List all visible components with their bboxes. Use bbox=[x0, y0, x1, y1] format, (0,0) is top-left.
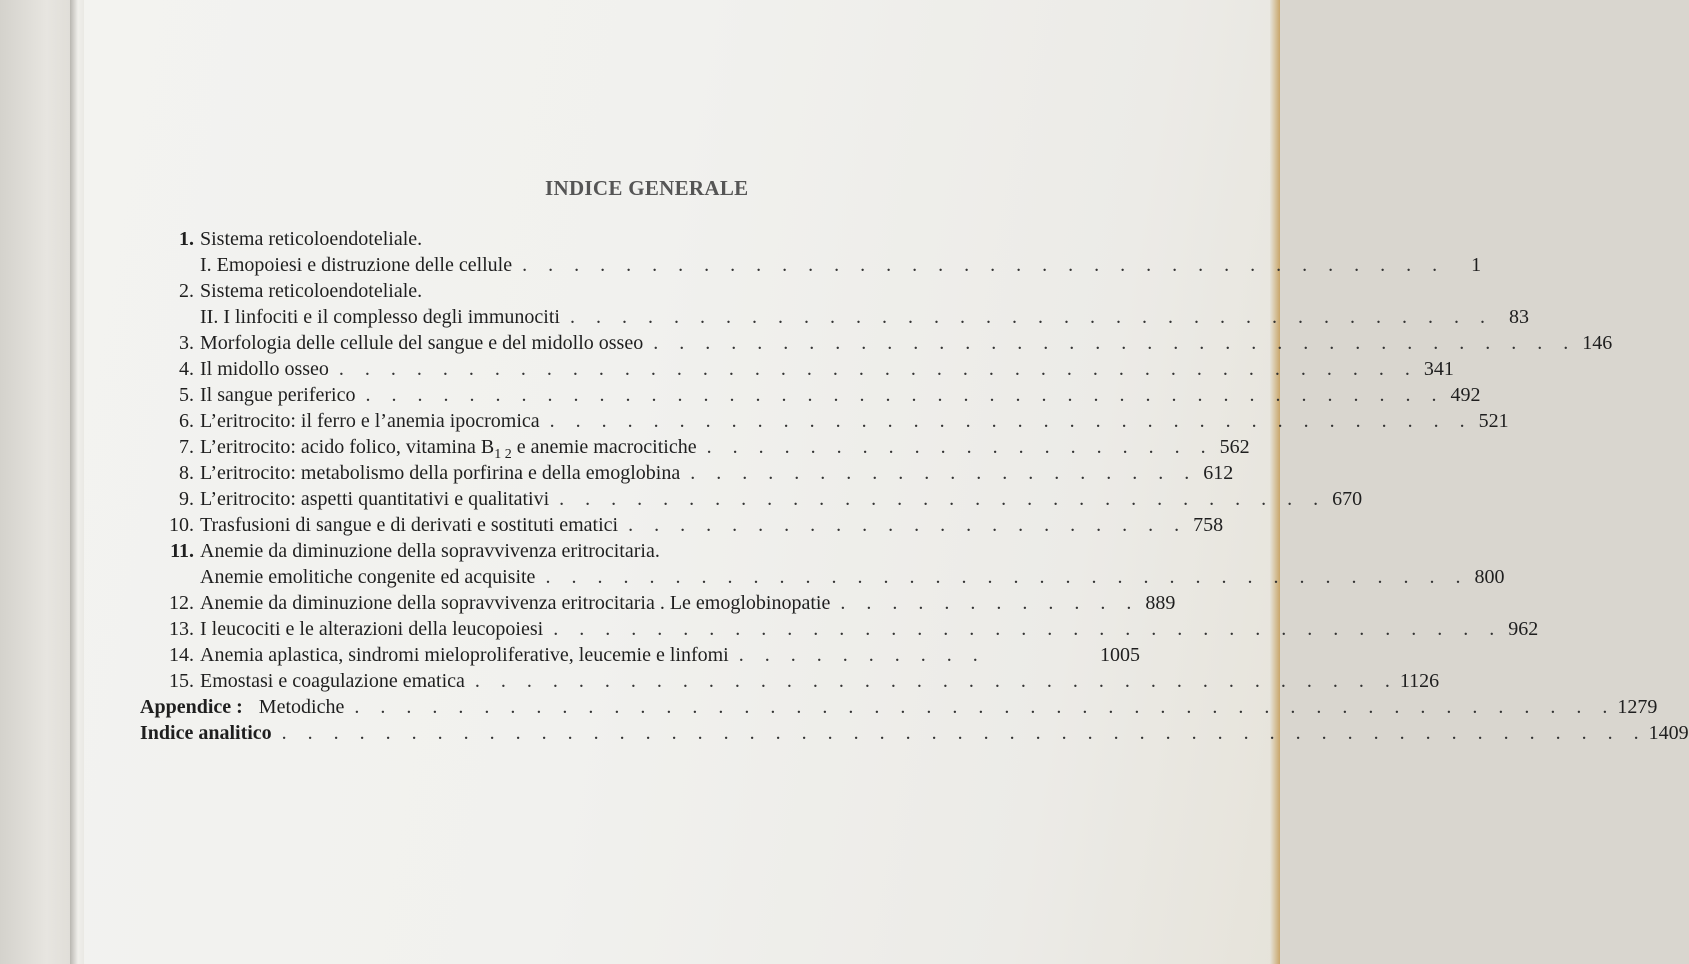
dot-leader: . . . . . . . . . . . . . . . . . . . . bbox=[706, 436, 1214, 458]
chapter-number: 3. bbox=[179, 332, 194, 354]
appendix-title: Metodiche bbox=[258, 696, 345, 718]
chapter-title: Sistema reticoloendoteliale. bbox=[200, 280, 423, 302]
toc-row bbox=[140, 408, 1509, 434]
page-number: 758 bbox=[1193, 514, 1224, 536]
chapter-title: Morfologia delle cellule del sangue e del midollo osseo bbox=[200, 332, 644, 354]
chapter-number: 10. bbox=[169, 514, 194, 536]
chapter-title: L’eritrocito: aspetti quantitativi e qualitativi bbox=[200, 488, 550, 510]
dot-leader: . . . . . . . . . . . . . . . . . . . . . . . . . . . . . . . . . . . . . . . . . . . . . . . . . . . . . bbox=[281, 722, 1647, 744]
chapter-number: 4. bbox=[179, 358, 194, 380]
page-number: 670 bbox=[1332, 488, 1363, 510]
chapter-number: 15. bbox=[169, 670, 194, 692]
chapter-number: 14. bbox=[169, 644, 194, 666]
page-number: 889 bbox=[1145, 592, 1176, 614]
dot-leader: . . . . . . . . . . . . . . . . . . . . . . . . . . . . . . . . . . . . . . . . . . bbox=[338, 358, 1418, 380]
dot-leader: . . . . . . . . . . bbox=[738, 644, 986, 666]
page-number: 521 bbox=[1478, 410, 1509, 432]
toc-row bbox=[140, 616, 1539, 642]
dot-leader: . . . . . . . . . . . . . . . . . . . . . . . . . . . . . . . . . . . . . bbox=[553, 618, 1503, 640]
appendix-label: Appendice : bbox=[140, 696, 243, 718]
dot-leader: . . . . . . . . . . . . . . . . . . . . . . . . . . . . . . . . . . . . . . . . . . . . . . . . . bbox=[354, 696, 1616, 718]
chapter-title: L’eritrocito: il ferro e l’anemia ipocromica bbox=[200, 410, 540, 432]
page-title: INDICE GENERALE bbox=[545, 176, 749, 200]
chapter-title: L’eritrocito: metabolismo della porfirina e della emoglobina bbox=[200, 462, 681, 484]
toc-row bbox=[140, 538, 1140, 564]
toc-row-appendix bbox=[140, 694, 1658, 720]
toc-row bbox=[140, 564, 1505, 590]
page-number: 83 bbox=[1508, 306, 1529, 328]
dot-leader: . . . . . . . . . . . . . . . . . . . . . . . . . . . . . . . . . . . . bbox=[545, 566, 1469, 588]
chapter-number: 8. bbox=[179, 462, 194, 484]
toc-row bbox=[140, 382, 1481, 408]
chapter-title: I leucociti e le alterazioni della leucopoiesi bbox=[200, 618, 544, 640]
toc-row bbox=[140, 226, 1140, 252]
page-number: 1279 bbox=[1617, 696, 1658, 718]
chapter-number: 9. bbox=[179, 488, 194, 510]
chapter-title: Sistema reticoloendoteliale. bbox=[200, 228, 423, 250]
dot-leader: . . . . . . . . . . . . . . . . . . . . . . . . . . . . . . . . . . . . . . . . . . bbox=[365, 384, 1445, 406]
dot-leader: . . . . . . . . . . . . . . . . . . . . . . . . . . . . . . . . . . . . bbox=[569, 306, 1493, 328]
toc-row bbox=[140, 434, 1250, 462]
chapter-title: Anemie emolitiche congenite ed acquisite bbox=[200, 566, 536, 588]
chapter-title: Trasfusioni di sangue e di derivati e sostituti ematici bbox=[200, 514, 619, 536]
page-number: 492 bbox=[1450, 384, 1481, 406]
page-number: 1126 bbox=[1399, 670, 1440, 692]
chapter-title: Anemie da diminuzione della sopravvivenza eritrocitaria. bbox=[200, 540, 660, 562]
chapter-number: 13. bbox=[169, 618, 194, 640]
table-of-contents bbox=[140, 226, 1689, 746]
toc-row bbox=[140, 278, 1140, 304]
subscript: 1 2 bbox=[494, 447, 512, 462]
dot-leader: . . . . . . . . . . . . . . . . . . . . . . bbox=[628, 514, 1188, 536]
page-number: 1 bbox=[1471, 254, 1482, 276]
page-number: 962 bbox=[1508, 618, 1539, 640]
dot-leader: . . . . . . . . . . . . . . . . . . . . . . . . . . . . . . . . . . . . bbox=[474, 670, 1398, 692]
chapter-number: 7. bbox=[179, 436, 194, 458]
toc-row bbox=[140, 252, 1482, 278]
facing-page bbox=[0, 0, 78, 964]
chapter-number: 1. bbox=[179, 228, 194, 250]
toc-row bbox=[140, 668, 1440, 694]
chapter-number: 2. bbox=[179, 280, 194, 302]
toc-row-index bbox=[140, 720, 1689, 746]
page-number: 800 bbox=[1474, 566, 1505, 588]
page-number: 562 bbox=[1219, 436, 1250, 458]
toc-row bbox=[140, 330, 1613, 356]
page-edge bbox=[1270, 0, 1280, 964]
toc-row bbox=[140, 512, 1224, 538]
dot-leader: . . . . . . . . . . . . . . . . . . . . . . . . . . . . . . . . . . . . bbox=[653, 332, 1577, 354]
chapter-number: 5. bbox=[179, 384, 194, 406]
dot-leader: . . . . . . . . . . . . . . . . . . . . . . . . . . . . . . . . . . . . bbox=[549, 410, 1473, 432]
dot-leader: . . . . . . . . . . . . . . . . . . . . . . . . . . . . . . bbox=[559, 488, 1327, 510]
toc-row bbox=[140, 304, 1529, 330]
chapter-number: 6. bbox=[179, 410, 194, 432]
chapter-title: Il sangue periferico bbox=[200, 384, 356, 406]
chapter-title: Emostasi e coagulazione ematica bbox=[200, 670, 465, 692]
chapter-number: 11. bbox=[170, 540, 194, 562]
page-number: 146 bbox=[1582, 332, 1613, 354]
toc-row bbox=[140, 590, 1176, 616]
chapter-title: II. I linfociti e il complesso degli immunociti bbox=[200, 306, 560, 328]
dot-leader: . . . . . . . . . . . . . . . . . . . . . . . . . . . . . . . . . . . . bbox=[522, 254, 1446, 276]
page-number: 612 bbox=[1203, 462, 1234, 484]
toc-row bbox=[140, 356, 1454, 382]
toc-row bbox=[140, 460, 1234, 486]
chapter-title: I. Emopoiesi e distruzione delle cellule bbox=[200, 254, 513, 276]
toc-row bbox=[140, 486, 1363, 512]
chapter-title: Il midollo osseo bbox=[200, 358, 329, 380]
chapter-title: Anemie da diminuzione della sopravvivenza eritrocitaria . Le emoglobinopatie bbox=[200, 592, 831, 614]
chapter-number: 12. bbox=[169, 592, 194, 614]
index-label: Indice analitico bbox=[140, 722, 272, 744]
toc-row bbox=[140, 642, 1140, 668]
chapter-title: Anemia aplastica, sindromi mieloproliferative, leucemie e linfomi bbox=[200, 644, 729, 666]
chapter-title: L’eritrocito: acido folico, vitamina $B_{1 2}$ e anemie macrocitiche bbox=[200, 436, 697, 462]
dot-leader: . . . . . . . . . . . . . . . . . . . . bbox=[690, 462, 1198, 484]
page-number: 341 bbox=[1423, 358, 1454, 380]
dot-leader: . . . . . . . . . . . . bbox=[840, 592, 1140, 614]
page-number: 1005 bbox=[1100, 644, 1140, 666]
page-number: 1409 bbox=[1648, 722, 1689, 744]
